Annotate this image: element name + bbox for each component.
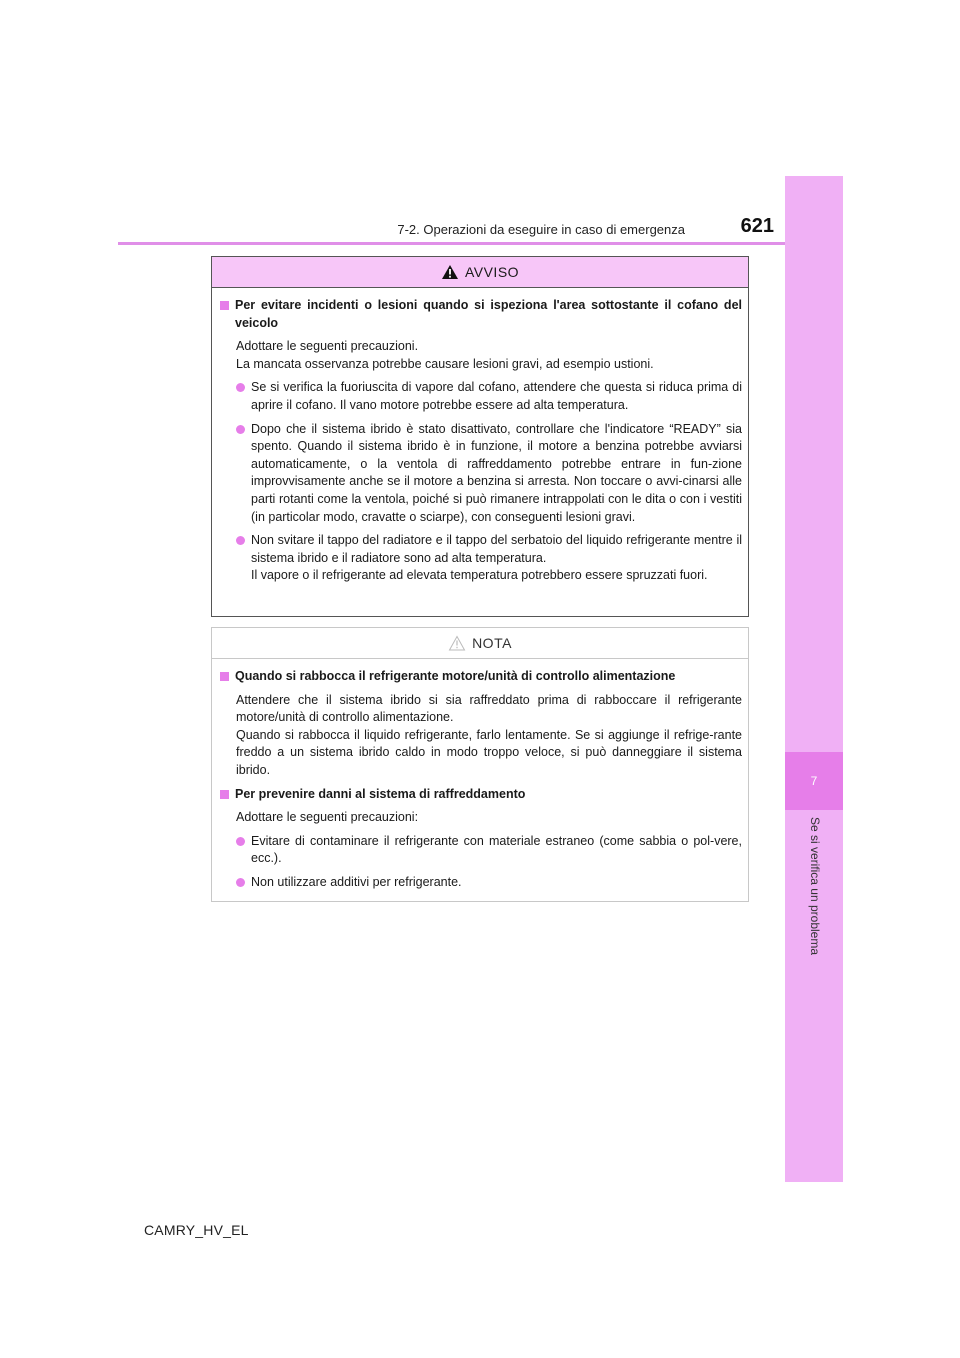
list-item-text: Non svitare il tappo del radiatore e il tappo del serbatoio del liquido refrigerante mentre il sistema ibrido e il radiatore sono ad alta temperatura. [251, 533, 742, 565]
note-box [211, 627, 749, 902]
list-item-text: Non utilizzare additivi per refrigerante. [251, 874, 462, 889]
square-bullet-icon [220, 672, 229, 681]
list-item-text: Evitare di contaminare il refrigerante con materiale estraneo (come sabbia o pol-vere, ecc.). [251, 833, 742, 866]
document-code: CAMRY_HV_EL [144, 1222, 249, 1238]
chapter-number: 7 [785, 752, 843, 810]
warning-box-header [212, 257, 748, 288]
warning-intro-line: La mancata osservanza potrebbe causare lesioni gravi, ad esempio ustioni. [236, 356, 654, 371]
section-title: 7-2. Operazioni da eseguire in caso di emergenza [397, 222, 685, 237]
list-item [220, 833, 742, 868]
warning-triangle-icon [441, 264, 459, 280]
warning-box [211, 256, 749, 617]
warning-heading: Per evitare incidenti o lesioni quando si ispeziona l'area sottostante il cofano del veicolo [235, 298, 742, 330]
note-heading: Per prevenire danni al sistema di raffreddamento [235, 786, 526, 801]
square-bullet-icon [220, 301, 229, 310]
caution-triangle-outline-icon [448, 635, 466, 651]
note-box-header [212, 628, 748, 659]
note-box-title: NOTA [472, 635, 512, 651]
list-item [220, 421, 742, 527]
list-item-text-extra: Il vapore o il refrigerante ad elevata temperatura potrebbero essere spruzzati fuori. [251, 568, 708, 583]
note-heading: Quando si rabbocca il refrigerante motore/unità di controllo alimentazione [235, 669, 676, 683]
round-bullet-icon [236, 837, 245, 846]
header-divider [118, 242, 785, 245]
warning-box-title: AVVISO [464, 264, 520, 280]
square-bullet-icon [220, 790, 229, 799]
chapter-title: Se si verifica un problema [808, 816, 822, 956]
list-item-text: Dopo che il sistema ibrido è stato disattivato, controllare che l'indicatore “READY” sia spento. Quando il sistema ibrido è in funzione, il motore a benzina potrebbe avviarsi automaticamente, o la ventola di raffreddamento potrebbe entrare in fun-zione improvvisamente anche se il motore a benzina si arresta. Non toccare o avvi-cinarsi alle parti rotanti come la ventola, poiché si può rimanere intrappolati con le dita o con i vestiti (in particolar modo, cravatte o sciarpe), con conseguenti lesioni gravi. [251, 421, 742, 524]
round-bullet-icon [236, 425, 245, 434]
chapter-side-tab [785, 176, 843, 1182]
round-bullet-icon [236, 878, 245, 887]
page-number: 621 [740, 215, 774, 237]
list-item [220, 532, 742, 585]
round-bullet-icon [236, 383, 245, 392]
note-paragraph: Attendere che il sistema ibrido si sia raffreddato prima di rabboccare il refrigerante motore/unità di controllo alimentazione. [236, 692, 742, 725]
round-bullet-icon [236, 536, 245, 545]
list-item [220, 379, 742, 414]
note-paragraph: Quando si rabbocca il liquido refrigerante, farlo lentamente. Se si aggiunge il refrige-rante freddo a un sistema ibrido caldo in modo troppo veloce, si può danneggiare il sistema ibrido. [236, 727, 742, 777]
note-paragraph: Adottare le seguenti precauzioni: [236, 810, 419, 825]
list-item [220, 874, 742, 892]
list-item-text: Se si verifica la fuoriuscita di vapore dal cofano, attendere che questa si riduca prima di aprire il cofano. Il vano motore potrebbe essere ad alta temperatura. [251, 380, 742, 412]
warning-intro-line: Adottare le seguenti precauzioni. [236, 339, 419, 354]
